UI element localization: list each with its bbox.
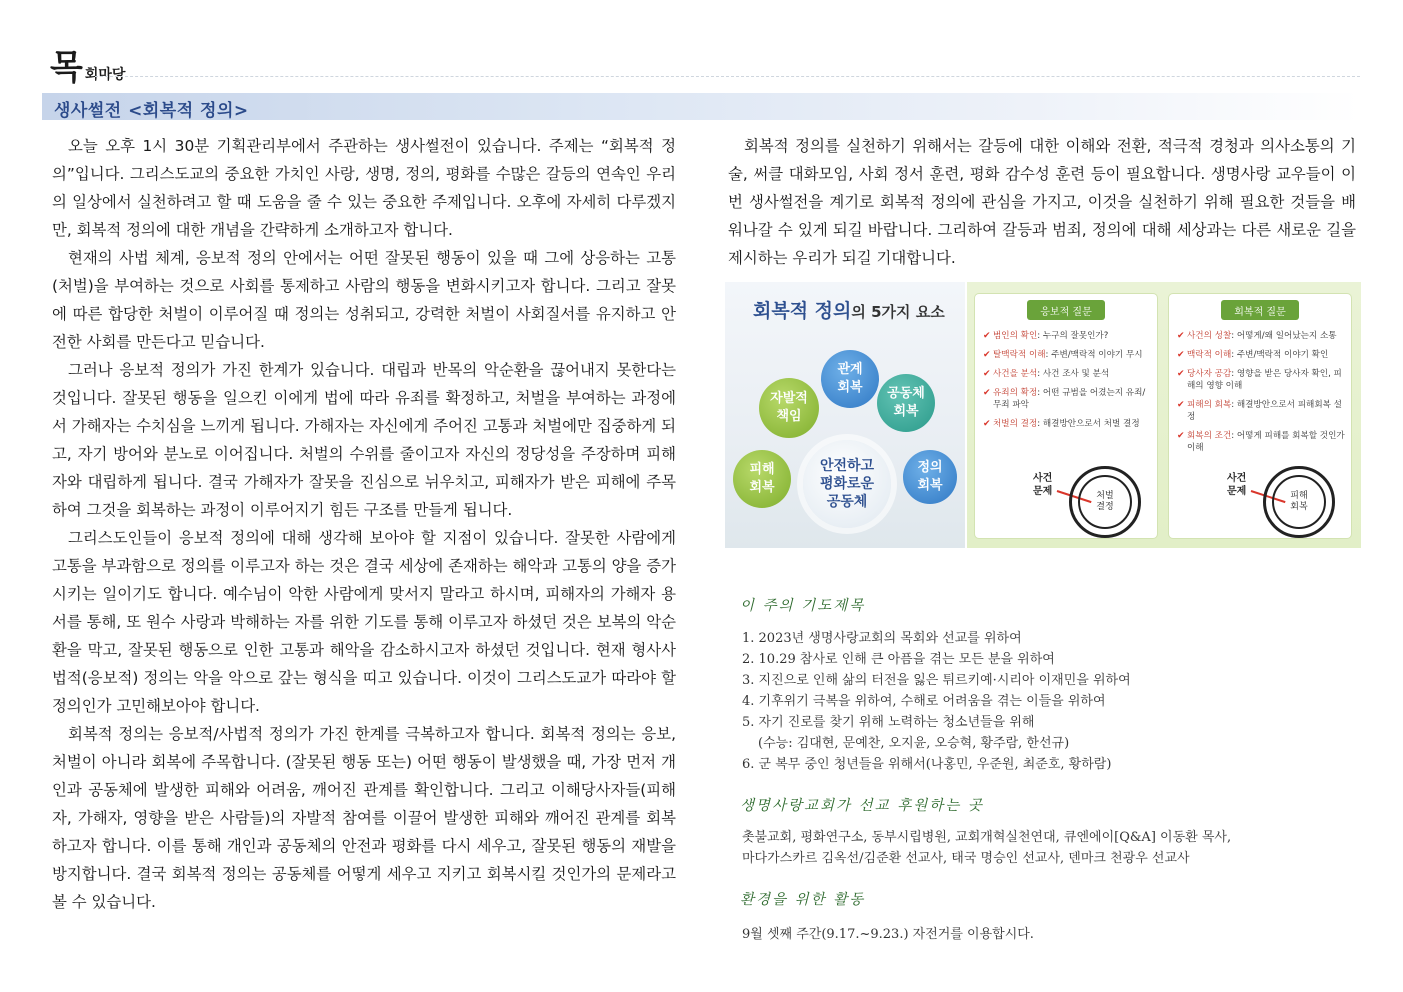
- article-paragraph: 그러나 응보적 정의가 가진 한계가 있습니다. 대립과 반목의 악순환을 끊어내지 못한다는 것입니다. 잘못된 행동을 일으킨 이에게 법에 따라 유죄를 확정하고, 처벌을 부여하는 과정에서 가해자는 수치심을 느끼게 됩니다. 가해자는 자신에게 주어진 고통과 처벌에만 집중하게 되고, 자기 방어와 분노로 이어집니다. 처벌의 수위를 줄이고자 자신의 정당성을 주장하며 피해자와 대립하게 됩니다. 결국 가해자가 잘못을 진심으로 뉘우치고, 피해자가 받은 피해에 주목하여 그것을 회복하는 과정이 이루어지기 힘든 구조를 만들게 됩니다.: [52, 361, 676, 519]
- center-circle: 안전하고 평화로운 공동체: [803, 440, 891, 528]
- logo-subtitle: 회마당: [84, 67, 126, 83]
- bulletin-logo: [50, 48, 125, 88]
- prayer-item: 3. 지진으로 인해 삶의 터전을 잃은 튀르키예·시리아 이재민을 위하여: [742, 673, 1131, 688]
- article-paragraph: 회복적 정의를 실천하기 위해서는 갈등에 대한 이해와 전환, 적극적 경청과 의사소통의 기술, 써클 대화모임, 사회 정서 훈련, 평화 감수성 훈련 등이 필요합니다. 생명사랑 교우들이 이번 생사썰전을 계기로 회복적 정의에 관심을 가지고, 이것을 실천하기 위해 필요한 것들을 배워나갈 수 있게 되길 바랍니다. 그리하여 갈등과 범죄, 정의에 대해 세상과는 다른 새로운 길을 제시하는 우리가 되길 기대합니다.: [728, 137, 1356, 267]
- mission-line: 마다가스카르 김옥선/김준환 선교사, 태국 명승인 선교사, 덴마크 천광우 선교사: [742, 851, 1190, 866]
- mission-title: 생명사랑교회가 선교 후원하는 곳: [740, 798, 984, 814]
- responsibility-circle: 자발적 책임: [759, 378, 819, 438]
- retributive-panel: [975, 294, 1157, 538]
- prayer-item: 2. 10.29 참사로 인해 큰 아픔을 겪는 모든 분을 위하여: [742, 652, 1055, 667]
- relation-circle: 관계 회복: [821, 350, 879, 408]
- prayer-subitem: (수능: 김대현, 문예찬, 오지윤, 오승혁, 황주람, 한선규): [758, 736, 1070, 751]
- question-item: ✔ 회복의 조건: 어떻게 피해를 회복할 것인가 이해: [1177, 430, 1347, 454]
- case-label: 사건 문제: [1033, 473, 1053, 497]
- prayer-item: 6. 군 복무 중인 청년들을 위해서(나홍민, 우준원, 최준호, 황하람): [742, 757, 1112, 772]
- case-label: 사건 문제: [1227, 473, 1247, 497]
- panel-heading: 응보적 질문: [1027, 300, 1105, 320]
- prayer-item: 1. 2023년 생명사랑교회의 목회와 선교를 위하여: [742, 631, 1022, 646]
- justice-circle: 정의 회복: [903, 450, 957, 504]
- article-paragraph: 현재의 사법 체계, 응보적 정의 안에서는 어떤 잘못된 행동이 있을 때 그에 상응하는 고통(처벌)을 부여하는 것으로 사회를 통제하고 사람의 행동을 변화시키고자 합니다. 그리고 잘못에 따른 합당한 처벌이 이루어질 때 정의는 성취되고, 강력한 처벌이 사회질서를 유지하고 안전한 사회를 만든다고 믿습니다.: [52, 249, 676, 351]
- restorative-panel: [1169, 294, 1351, 538]
- community-circle: 공동체 회복: [877, 374, 935, 432]
- question-item: ✔ 범인의 확인: 누구의 잘못인가?: [983, 330, 1153, 342]
- prayer-list: [742, 628, 1342, 775]
- question-list: [983, 330, 1153, 437]
- article-left-column: [52, 132, 676, 916]
- logo-main-char: 목: [50, 48, 83, 88]
- section-title: 생사썰전 <회복적 정의>: [54, 101, 249, 121]
- environment-text: 9월 셋째 주간(9.17.~9.23.) 자전거를 이용합시다.: [742, 927, 1034, 942]
- mission-line: 촛불교회, 평화연구소, 동부시립병원, 교회개혁실천연대, 큐엔에이[Q&A] 이동환 목사,: [742, 830, 1232, 845]
- header-divider: [95, 76, 1360, 77]
- question-item: ✔ 피해의 회복: 해결방안으로서 피해회복 설정: [1177, 399, 1347, 423]
- question-item: ✔ 사건을 분석: 사건 조사 및 분석: [983, 368, 1153, 380]
- mission-text: [742, 827, 1342, 869]
- prayer-item: 5. 자기 진로를 찾기 위해 노력하는 청소년들을 위해 (수능: 김대현, 문예찬, 오지윤, 오승혁, 황주람, 한선규): [742, 712, 1342, 754]
- article-right-column: [728, 132, 1356, 272]
- target-icon: 피해 회복: [1263, 466, 1335, 538]
- question-item: ✔ 당사자 공감: 영향을 받은 당사자 확인, 피해의 영향 이해: [1177, 368, 1347, 392]
- environment-title: 환경을 위한 활동: [740, 892, 866, 908]
- question-item: ✔ 처벌의 결정: 해결방안으로서 처벌 결정: [983, 418, 1153, 430]
- article-paragraph: 회복적 정의는 응보적/사법적 정의가 가진 한계를 극복하고자 합니다. 회복적 정의는 응보, 처벌이 아니라 회복에 주목합니다. (잘못된 행동 또는) 어떤 행동이 발생했을 때, 가장 먼저 개인과 공동체에 발생한 피해와 어려움, 깨어진 관계를 확인합니다. 그리고 이해당사자들(피해자, 가해자, 영향을 받은 사람들)의 자발적 참여를 이끌어 발생한 피해와 깨어진 관계를 회복하고자 합니다. 이를 통해 개인과 공동체의 안전과 평화를 다시 세우고, 잘못된 행동의 재발을 방지합니다. 결국 회복적 정의는 공동체를 어떻게 세우고 지키고 회복시킬 것인가의 문제라고 볼 수 있습니다.: [52, 725, 676, 911]
- question-item: ✔ 사건의 성찰: 어떻게/왜 일어났는지 소통: [1177, 330, 1347, 342]
- question-item: ✔ 맥락적 이해: 주변/맥락적 이야기 확인: [1177, 349, 1347, 361]
- victim-circle: 피해 회복: [733, 450, 791, 508]
- prayer-title: 이 주의 기도제목: [740, 598, 866, 614]
- five-elements-diagram: [725, 282, 965, 548]
- panel-heading: 회복적 질문: [1221, 300, 1299, 320]
- prayer-item: 4. 기후위기 극복을 위하여, 수해로 어려움을 겪는 이들을 위하여: [742, 694, 1106, 709]
- question-item: ✔ 탈맥락적 이해: 주변/맥락적 이야기 무시: [983, 349, 1153, 361]
- article-paragraph: 그리스도인들이 응보적 정의에 대해 생각해 보아야 할 지점이 있습니다. 잘못한 사람에게 고통을 부과함으로 정의를 이루고자 하는 것은 결국 세상에 존재하는 해악과 고통의 양을 증가시키는 일이기도 합니다. 예수님이 악한 사람에게 맞서지 말라고 하시며, 피해자의 가해자 용서를 통해, 또 원수 사랑과 박해하는 자를 위한 기도를 통해 이루고자 하셨던 것은 보복의 악순환을 막고, 잘못된 행동으로 인한 고통과 해악을 감소하시고자 하셨던 것입니다. 현재 형사사법적(응보적) 정의는 악을 악으로 갚는 형식을 띠고 있습니다. 이것이 그리스도교가 따라야 할 정의인가 고민해보아야 합니다.: [52, 529, 676, 715]
- restorative-justice-figure: [725, 282, 1361, 548]
- question-list: [1177, 330, 1347, 461]
- diagram-title: 회복적 정의의 5가지 요소: [753, 300, 945, 322]
- questions-comparison: [967, 282, 1361, 548]
- article-paragraph: 오늘 오후 1시 30분 기획관리부에서 주관하는 생사썰전이 있습니다. 주제는 “회복적 정의”입니다. 그리스도교의 중요한 가치인 사랑, 생명, 정의, 평화를 수많은 갈등의 연속인 우리의 일상에서 실천하려고 할 때 도움을 줄 수 있는 중요한 주제입니다. 오후에 자세히 다루겠지만, 회복적 정의에 대한 개념을 간략하게 소개하고자 합니다.: [52, 137, 676, 239]
- question-item: ✔ 유죄의 확정: 어떤 규범을 어겼는지 유죄/무죄 파악: [983, 387, 1153, 411]
- target-icon: 처벌 결정: [1069, 466, 1141, 538]
